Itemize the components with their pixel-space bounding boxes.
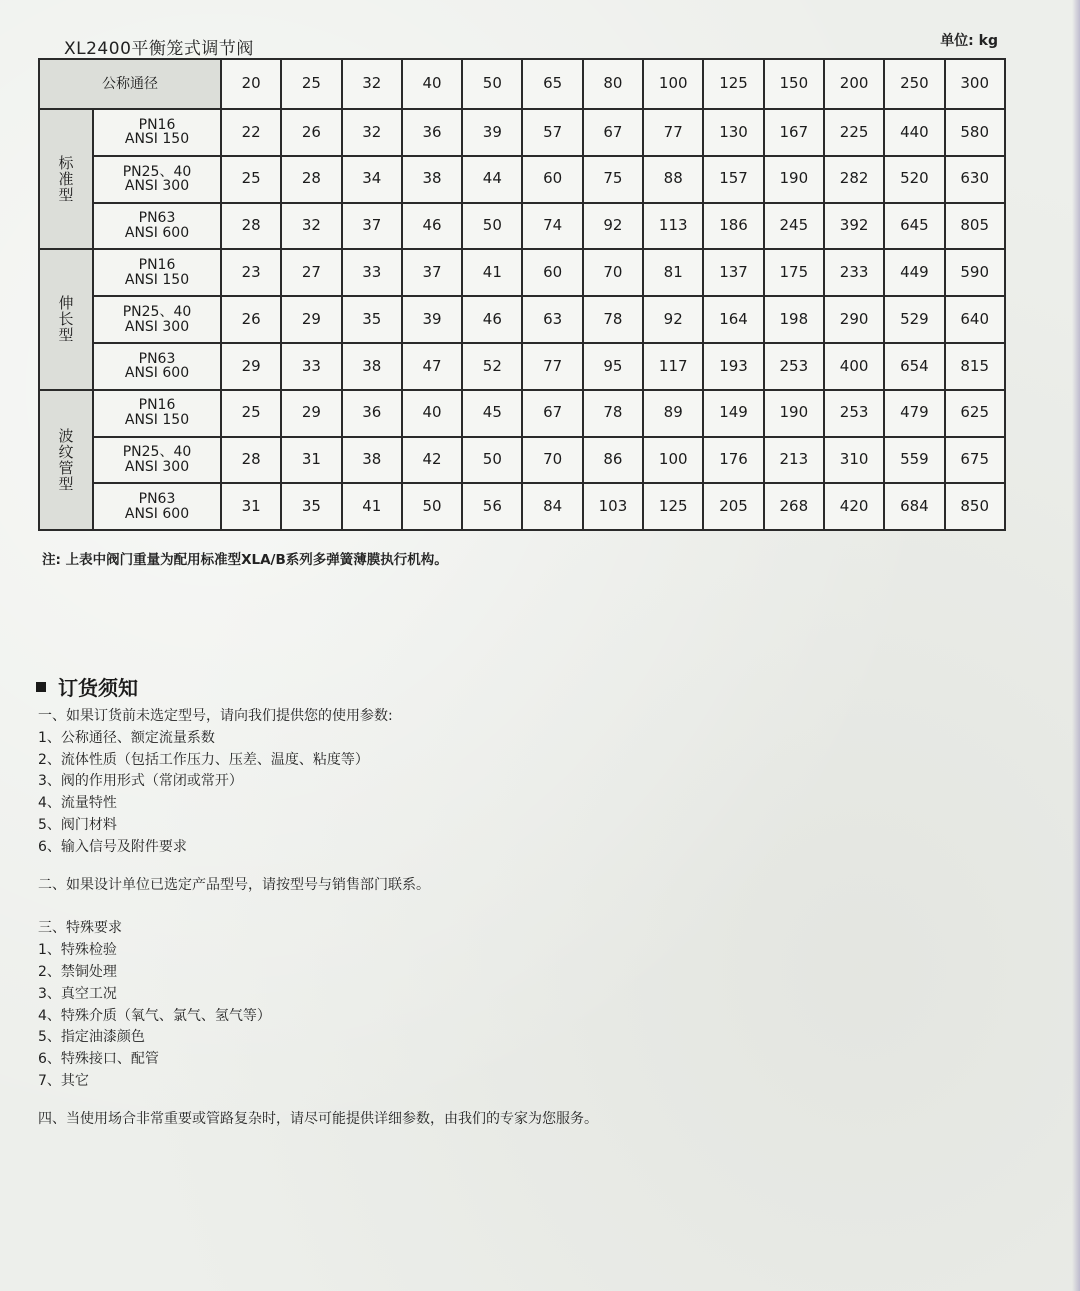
section1-item: 6、输入信号及附件要求	[38, 838, 187, 855]
weight-value-cell: 27	[281, 249, 341, 296]
weight-value-cell: 23	[221, 249, 281, 296]
pressure-pn-label: PN25、40	[122, 303, 192, 320]
weight-table-body	[39, 59, 1005, 530]
weight-value-cell: 50	[402, 483, 462, 530]
pressure-ansi-label: ANSI 300	[124, 318, 190, 335]
group-label: 伸长型	[58, 294, 74, 345]
weight-value-cell: 186	[703, 203, 763, 250]
weight-value-cell: 41	[462, 249, 522, 296]
weight-value-cell: 46	[462, 296, 522, 343]
weight-value-cell: 233	[824, 249, 884, 296]
section3-item: 4、特殊介质（氧气、氯气、氢气等）	[38, 1007, 271, 1024]
weight-value-cell: 75	[583, 156, 643, 203]
section3-title: 三、特殊要求	[38, 920, 122, 937]
header-size-cell: 200	[824, 59, 884, 109]
weight-value-cell: 22	[221, 109, 281, 156]
weight-value-cell: 157	[703, 156, 763, 203]
weight-value-cell: 164	[703, 296, 763, 343]
pressure-ansi-label: ANSI 600	[124, 505, 190, 522]
weight-value-cell: 32	[342, 109, 402, 156]
weight-value-cell: 245	[764, 203, 824, 250]
weight-value-cell: 440	[884, 109, 944, 156]
weight-table	[38, 58, 1006, 531]
weight-value-cell: 39	[402, 296, 462, 343]
pressure-rating-cell	[93, 109, 221, 156]
weight-value-cell: 28	[221, 437, 281, 484]
weight-value-cell: 67	[522, 390, 582, 437]
weight-value-cell: 805	[945, 203, 1005, 250]
pressure-pn-label: PN63	[138, 350, 176, 367]
pressure-pn-label: PN16	[138, 397, 176, 414]
section3-item: 1、特殊检验	[38, 942, 117, 959]
weight-value-cell: 28	[221, 203, 281, 250]
weight-value-cell: 190	[764, 390, 824, 437]
weight-value-cell: 36	[342, 390, 402, 437]
section1-item: 1、公称通径、额定流量系数	[38, 729, 215, 746]
weight-value-cell: 31	[281, 437, 341, 484]
weight-value-cell: 29	[221, 343, 281, 390]
pressure-rating-cell	[93, 343, 221, 390]
weight-value-cell: 36	[402, 109, 462, 156]
weight-value-cell: 449	[884, 249, 944, 296]
weight-value-cell: 35	[281, 483, 341, 530]
weight-value-cell: 34	[342, 156, 402, 203]
pressure-pn-label: PN25、40	[122, 444, 192, 461]
section3-item: 7、其它	[38, 1072, 89, 1089]
ordering-heading	[36, 672, 138, 701]
pressure-pn-label: PN63	[138, 210, 176, 227]
weight-value-cell: 92	[583, 203, 643, 250]
weight-value-cell: 40	[402, 390, 462, 437]
weight-value-cell: 88	[643, 156, 703, 203]
pressure-rating-cell	[93, 483, 221, 530]
pressure-ansi-label: ANSI 600	[124, 224, 190, 241]
weight-value-cell: 26	[221, 296, 281, 343]
weight-value-cell: 213	[764, 437, 824, 484]
weight-value-cell: 149	[703, 390, 763, 437]
weight-value-cell: 117	[643, 343, 703, 390]
weight-value-cell: 45	[462, 390, 522, 437]
weight-value-cell: 130	[703, 109, 763, 156]
group-label-cell	[39, 390, 93, 530]
weight-value-cell: 282	[824, 156, 884, 203]
weight-value-cell: 44	[462, 156, 522, 203]
weight-value-cell: 137	[703, 249, 763, 296]
section4-text: 四、当使用场合非常重要或管路复杂时，请尽可能提供详细参数，由我们的专家为您服务。	[38, 1110, 598, 1127]
table-row	[39, 437, 1005, 484]
weight-value-cell: 113	[643, 203, 703, 250]
pressure-ansi-label: ANSI 300	[124, 178, 190, 195]
group-label-cell	[39, 249, 93, 389]
weight-value-cell: 50	[462, 203, 522, 250]
weight-value-cell: 60	[522, 156, 582, 203]
header-size-cell: 80	[583, 59, 643, 109]
weight-value-cell: 29	[281, 390, 341, 437]
weight-value-cell: 77	[522, 343, 582, 390]
section3-item: 5、指定油漆颜色	[38, 1029, 145, 1046]
weight-value-cell: 26	[281, 109, 341, 156]
group-label: 波纹管型	[58, 426, 74, 493]
weight-value-cell: 815	[945, 343, 1005, 390]
weight-value-cell: 50	[462, 437, 522, 484]
group-label-cell	[39, 109, 93, 249]
header-size-cell: 50	[462, 59, 522, 109]
weight-value-cell: 654	[884, 343, 944, 390]
weight-value-cell: 400	[824, 343, 884, 390]
weight-value-cell: 60	[522, 249, 582, 296]
weight-value-cell: 529	[884, 296, 944, 343]
pressure-ansi-label: ANSI 600	[124, 365, 190, 382]
weight-value-cell: 225	[824, 109, 884, 156]
header-label-nominal-diameter: 公称通径	[39, 59, 221, 109]
weight-value-cell: 29	[281, 296, 341, 343]
bullet-square-icon	[36, 682, 46, 692]
weight-value-cell: 33	[342, 249, 402, 296]
header-size-cell: 25	[281, 59, 341, 109]
weight-value-cell: 89	[643, 390, 703, 437]
weight-value-cell: 625	[945, 390, 1005, 437]
table-row	[39, 156, 1005, 203]
table-row	[39, 390, 1005, 437]
weight-value-cell: 95	[583, 343, 643, 390]
pressure-ansi-label: ANSI 150	[124, 412, 190, 429]
header-size-cell: 20	[221, 59, 281, 109]
weight-value-cell: 47	[402, 343, 462, 390]
section1-item: 5、阀门材料	[38, 816, 117, 833]
weight-value-cell: 175	[764, 249, 824, 296]
table-row	[39, 249, 1005, 296]
weight-value-cell: 86	[583, 437, 643, 484]
weight-value-cell: 253	[764, 343, 824, 390]
weight-value-cell: 42	[402, 437, 462, 484]
weight-value-cell: 193	[703, 343, 763, 390]
pressure-rating-cell	[93, 390, 221, 437]
pressure-rating-cell	[93, 156, 221, 203]
pressure-ansi-label: ANSI 150	[124, 271, 190, 288]
weight-value-cell: 38	[402, 156, 462, 203]
table-note: 注: 上表中阀门重量为配用标准型XLA/B系列多弹簧薄膜执行机构。	[42, 552, 448, 568]
weight-value-cell: 25	[221, 390, 281, 437]
table-row	[39, 203, 1005, 250]
unit-label: 单位: kg	[940, 33, 998, 49]
weight-value-cell: 31	[221, 483, 281, 530]
pressure-ansi-label: ANSI 300	[124, 458, 190, 475]
weight-value-cell: 190	[764, 156, 824, 203]
section3-item: 6、特殊接口、配管	[38, 1051, 159, 1068]
weight-value-cell: 590	[945, 249, 1005, 296]
weight-value-cell: 77	[643, 109, 703, 156]
weight-value-cell: 420	[824, 483, 884, 530]
weight-value-cell: 28	[281, 156, 341, 203]
pressure-pn-label: PN63	[138, 491, 176, 508]
weight-value-cell: 78	[583, 390, 643, 437]
section3-item: 3、真空工况	[38, 985, 117, 1002]
pressure-pn-label: PN16	[138, 116, 176, 133]
pressure-rating-cell	[93, 203, 221, 250]
section2-text: 二、如果设计单位已选定产品型号，请按型号与销售部门联系。	[38, 876, 430, 893]
weight-value-cell: 630	[945, 156, 1005, 203]
weight-value-cell: 84	[522, 483, 582, 530]
pressure-pn-label: PN16	[138, 257, 176, 274]
weight-value-cell: 25	[221, 156, 281, 203]
section3-item: 2、禁铜处理	[38, 963, 117, 980]
weight-value-cell: 35	[342, 296, 402, 343]
header-size-cell: 125	[703, 59, 763, 109]
section1-item: 2、流体性质（包括工作压力、压差、温度、粘度等）	[38, 751, 369, 768]
header-size-cell: 65	[522, 59, 582, 109]
weight-value-cell: 70	[583, 249, 643, 296]
pressure-rating-cell	[93, 296, 221, 343]
weight-value-cell: 38	[342, 343, 402, 390]
weight-value-cell: 92	[643, 296, 703, 343]
weight-value-cell: 253	[824, 390, 884, 437]
weight-value-cell: 74	[522, 203, 582, 250]
weight-value-cell: 290	[824, 296, 884, 343]
weight-value-cell: 392	[824, 203, 884, 250]
table-row	[39, 483, 1005, 530]
pressure-pn-label: PN25、40	[122, 163, 192, 180]
header-size-cell: 32	[342, 59, 402, 109]
weight-value-cell: 46	[402, 203, 462, 250]
group-label: 标准型	[58, 153, 74, 204]
weight-value-cell: 67	[583, 109, 643, 156]
weight-value-cell: 268	[764, 483, 824, 530]
section1-item: 3、阀的作用形式（常闭或常开）	[38, 773, 243, 790]
header-size-cell: 100	[643, 59, 703, 109]
weight-value-cell: 125	[643, 483, 703, 530]
weight-value-cell: 850	[945, 483, 1005, 530]
weight-value-cell: 41	[342, 483, 402, 530]
weight-value-cell: 37	[342, 203, 402, 250]
weight-value-cell: 310	[824, 437, 884, 484]
weight-value-cell: 38	[342, 437, 402, 484]
table-row	[39, 296, 1005, 343]
weight-value-cell: 37	[402, 249, 462, 296]
table-row	[39, 109, 1005, 156]
weight-value-cell: 580	[945, 109, 1005, 156]
weight-value-cell: 100	[643, 437, 703, 484]
weight-value-cell: 33	[281, 343, 341, 390]
header-size-cell: 250	[884, 59, 944, 109]
table-row	[39, 343, 1005, 390]
section1-title: 一、如果订货前未选定型号，请向我们提供您的使用参数:	[38, 708, 393, 724]
weight-value-cell: 205	[703, 483, 763, 530]
weight-value-cell: 520	[884, 156, 944, 203]
section1-item: 4、流量特性	[38, 795, 117, 812]
header-size-cell: 40	[402, 59, 462, 109]
weight-value-cell: 167	[764, 109, 824, 156]
ordering-heading-text: 订货须知	[58, 676, 138, 700]
weight-value-cell: 63	[522, 296, 582, 343]
table-title: XL2400平衡笼式调节阀	[64, 39, 254, 59]
weight-value-cell: 198	[764, 296, 824, 343]
pressure-rating-cell	[93, 249, 221, 296]
weight-value-cell: 640	[945, 296, 1005, 343]
weight-value-cell: 684	[884, 483, 944, 530]
weight-value-cell: 70	[522, 437, 582, 484]
header-size-cell: 150	[764, 59, 824, 109]
table-header-row	[39, 59, 1005, 109]
weight-value-cell: 39	[462, 109, 522, 156]
weight-value-cell: 57	[522, 109, 582, 156]
weight-value-cell: 56	[462, 483, 522, 530]
weight-value-cell: 645	[884, 203, 944, 250]
weight-value-cell: 78	[583, 296, 643, 343]
pressure-ansi-label: ANSI 150	[124, 131, 190, 148]
weight-value-cell: 32	[281, 203, 341, 250]
header-size-cell: 300	[945, 59, 1005, 109]
pressure-rating-cell	[93, 437, 221, 484]
weight-value-cell: 559	[884, 437, 944, 484]
weight-value-cell: 176	[703, 437, 763, 484]
weight-value-cell: 81	[643, 249, 703, 296]
weight-value-cell: 103	[583, 483, 643, 530]
weight-value-cell: 479	[884, 390, 944, 437]
ordering-notes	[38, 706, 938, 1131]
weight-value-cell: 675	[945, 437, 1005, 484]
weight-value-cell: 52	[462, 343, 522, 390]
